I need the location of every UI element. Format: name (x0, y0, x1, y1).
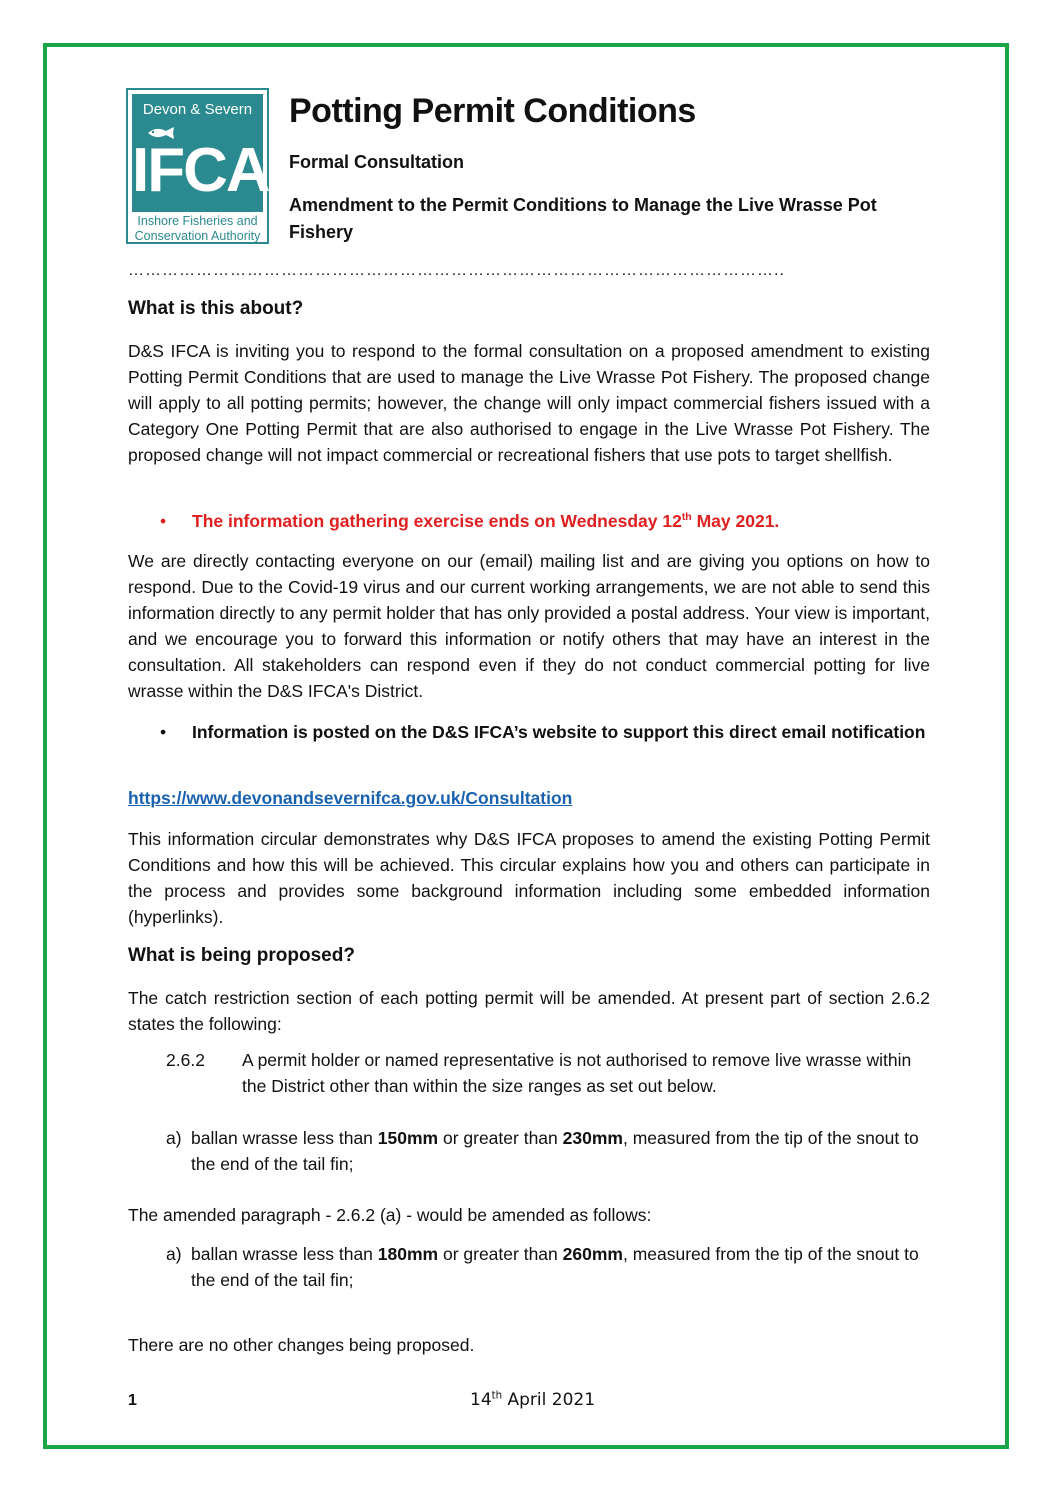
website-bullet-text: Information is posted on the D&S IFCA’s website to support this direct email notification (192, 722, 926, 742)
document-date: 14th April 2021 (470, 1390, 596, 1410)
page-title: Potting Permit Conditions (289, 92, 696, 130)
clause-number: 2.6.2 (166, 1050, 205, 1070)
section-heading-about: What is this about? (128, 298, 304, 319)
subtitle: Formal Consultation (289, 152, 464, 172)
bullet-icon: • (160, 722, 167, 742)
deadline-bullet (160, 508, 930, 534)
page-border (43, 43, 1009, 1449)
logo-org-name: Devon & Severn (142, 101, 253, 118)
logo-name-line2: Conservation Authority (134, 229, 261, 243)
catch-restriction-paragraph: The catch restriction section of each potting permit will be amended. At present part of section 2.6.2 states the following: (128, 988, 930, 1034)
intro-paragraph: D&S IFCA is inviting you to respond to the formal consultation on a proposed amendment to existing Potting Permit Conditions that are used to manage the Live Wrasse Pot Fishery. The proposed change will apply to all potting permits; however, the change will only impact commercial fishers issued with a Category One Potting Permit that are also authorised to engage in the Live Wrasse Pot Fishery. The proposed change will not impact commercial or recreational fishers that use pots to target shellfish. (128, 341, 930, 465)
separator-dots: …………………………………………………………………………………………………….. (128, 262, 785, 279)
contact-paragraph: We are directly contacting everyone on our (email) mailing list and are giving you options on how to respond. Due to the Covid-19 virus and our current working arrangements, we are not able to send this information directly to any permit holder that has only provided a postal address. Your view is important, and we encourage you to forward this information or notify others that may have an interest in the consultation. All stakeholders can respond even if they do not conduct commercial potting for live wrasse within the D&S IFCA's District. (128, 551, 930, 701)
deadline-text: The information gathering exercise ends on Wednesday 12th May 2021. (192, 511, 780, 531)
logo-name-line1: Inshore Fisheries and (137, 214, 258, 228)
consultation-link[interactable]: https://www.devonandsevernifca.gov.uk/Consultation (128, 788, 573, 808)
ifca-logo (126, 88, 269, 244)
website-bullet (160, 719, 930, 745)
subheading: Amendment to the Permit Conditions to Manage the Live Wrasse Pot Fishery (289, 195, 877, 242)
logo-banner (132, 94, 269, 212)
no-other-changes-paragraph: There are no other changes being proposed. (128, 1335, 475, 1355)
circular-paragraph: This information circular demonstrates why D&S IFCA proposes to amend the existing Potting Permit Conditions and how this will be achieved. This circular explains how you and others can participate in the process and provides some background information including some embedded information (hyperlinks). (128, 829, 930, 927)
logo-full-name (128, 214, 267, 244)
logo-abbreviation: IFCA (132, 136, 269, 205)
current-size-text: ballan wrasse less than 150mm or greater than 230mm, measured from the tip of the snout to the end of the tail fin; (191, 1128, 919, 1174)
amended-size-item: a) ballan wrasse less than 180mm or greater than 260mm, measured from the tip of the snout to the end of the tail fin; (166, 1241, 930, 1293)
amended-size-text: ballan wrasse less than 180mm or greater than 260mm, measured from the tip of the snout to the end of the tail fin; (191, 1244, 919, 1290)
bullet-icon: • (160, 511, 167, 531)
page-number: 1 (128, 1392, 137, 1409)
current-size-item: a) ballan wrasse less than 150mm or greater than 230mm, measured from the tip of the snout to the end of the tail fin; (166, 1125, 930, 1177)
amended-intro-paragraph: The amended paragraph - 2.6.2 (a) - would be amended as follows: (128, 1205, 652, 1225)
clause-text: A permit holder or named representative is not authorised to remove live wrasse within the District other than within the size ranges as set out below. (242, 1050, 912, 1096)
clause-2-6-2 (166, 1047, 930, 1099)
section-heading-proposed: What is being proposed? (128, 945, 355, 966)
